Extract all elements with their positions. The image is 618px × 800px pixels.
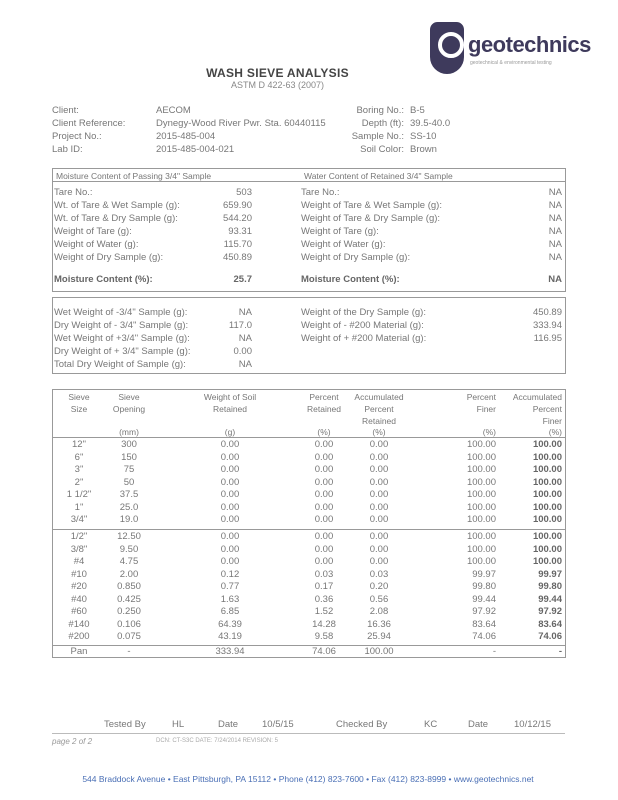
cell-accum-finer: 97.92: [538, 606, 562, 617]
cell-percent-retained: 0.00: [314, 543, 334, 555]
cell-percent-retained: 0.00: [314, 514, 334, 525]
cell-accum-finer: 83.64: [538, 618, 562, 630]
cell-sieve-size: 1/2": [70, 531, 88, 542]
passing-row-value: 450.89: [222, 252, 252, 263]
retained-row-value: NA: [548, 213, 562, 224]
weights-right-value: 450.89: [532, 307, 562, 318]
client-label: Client:: [52, 105, 79, 116]
sieve-group-divider: [52, 529, 565, 530]
cell-percent-retained: 9.58: [314, 631, 334, 642]
cell-accum-retained: 25.94: [367, 631, 391, 642]
date1-label: Date: [218, 719, 239, 730]
retained-row-label: Tare No.:: [301, 187, 340, 198]
retained-row-label: Weight of Tare & Wet Sample (g):: [301, 200, 442, 211]
cell-percent-finer: 100.00: [466, 439, 496, 450]
cell-accum-finer: 100.00: [532, 489, 562, 500]
cell-sieve-opening: 4.75: [119, 556, 139, 567]
client-ref-value: Dynegy-Wood River Pwr. Sta. 60440115: [156, 118, 326, 129]
cell-percent-finer: 100.00: [466, 489, 496, 500]
weights-left-label: Wet Weight of +3/4" Sample (g):: [54, 333, 190, 344]
weights-left-value: NA: [238, 333, 252, 344]
company-footer: 544 Braddock Avenue • East Pittsburgh, PA 15112 • Phone (412) 823-7600 • Fax (412) 823-8999 • www.geotechnics.net: [82, 774, 534, 784]
cell-sieve-size: #60: [71, 606, 87, 617]
cell-sieve-opening: 50: [123, 476, 135, 488]
cell-sieve-size: #20: [71, 581, 87, 592]
retained-row-value: NA: [548, 187, 562, 198]
tested-by-value: HL: [172, 719, 185, 730]
cell-percent-retained: 0.00: [314, 451, 334, 463]
cell-sieve-opening: 25.0: [119, 501, 139, 513]
cell-sieve-size: 1 1/2": [66, 489, 92, 500]
cell-percent-finer: 100.00: [466, 556, 496, 567]
cell-percent-retained: 0.00: [314, 464, 334, 475]
logo-tagline: geotechnical & environmental testing: [470, 60, 552, 66]
retained-row-label: Weight of Tare (g):: [301, 226, 379, 237]
passing-mc-value: 25.7: [233, 274, 252, 285]
cell-percent-retained: 0.00: [314, 556, 334, 567]
cell-weight-retained: 6.85: [220, 606, 240, 617]
cell-percent-retained: 0.03: [314, 568, 334, 580]
passing-row-value: 503: [236, 187, 252, 198]
cell-percent-finer: -: [492, 646, 496, 657]
retained-mc-value: NA: [548, 274, 562, 285]
page-number: page 2 of 2: [52, 737, 93, 746]
cell-percent-finer: 100.00: [466, 451, 496, 463]
passing-header: Moisture Content of Passing 3/4" Sample: [56, 171, 212, 181]
date2-label: Date: [468, 719, 489, 730]
cell-percent-retained: 0.00: [314, 476, 334, 488]
cell-weight-retained: 333.94: [215, 646, 245, 657]
cell-percent-finer: 100.00: [466, 501, 496, 513]
cell-weight-retained: 0.12: [220, 568, 240, 580]
cell-sieve-opening: 75: [123, 464, 135, 475]
hdr-sieve-size: Sieve Size: [68, 392, 90, 414]
depth-value: 39.5-40.0: [410, 118, 451, 129]
date2-value: 10/12/15: [514, 719, 551, 730]
retained-row-label: Weight of Water (g):: [301, 239, 386, 250]
cell-sieve-size: #4: [73, 556, 85, 567]
checked-by-label: Checked By: [336, 719, 388, 730]
unit-accum-retained: (%): [372, 427, 386, 437]
cell-percent-retained: 0.17: [314, 581, 334, 592]
cell-weight-retained: 0.00: [220, 439, 240, 450]
cell-sieve-size: 12": [72, 439, 86, 450]
depth-label: Depth (ft):: [361, 118, 404, 129]
hdr-accum-retained: Accumulated Percent Retained: [354, 392, 404, 426]
unit-opening: (mm): [119, 427, 139, 437]
weights-left-value: 0.00: [233, 346, 252, 357]
cell-accum-retained: 0.56: [369, 593, 389, 605]
cell-accum-finer: 99.44: [538, 593, 562, 605]
retained-row-value: NA: [548, 252, 562, 263]
retained-row-value: NA: [548, 239, 562, 250]
cell-percent-finer: 99.97: [472, 568, 496, 580]
passing-row-value: 544.20: [222, 213, 252, 224]
cell-weight-retained: 0.00: [220, 556, 240, 567]
cell-sieve-size: Pan: [70, 646, 88, 657]
cell-accum-retained: 100.00: [364, 646, 394, 657]
passing-row-value: 115.70: [223, 239, 252, 250]
cell-weight-retained: 0.00: [220, 531, 240, 542]
cell-accum-retained: 0.00: [369, 476, 389, 488]
cell-sieve-size: 1": [74, 501, 84, 513]
hdr-percent-retained: Percent Retained: [306, 392, 342, 414]
cell-weight-retained: 43.19: [218, 631, 242, 642]
weights-left-label: Total Dry Weight of Sample (g):: [54, 359, 186, 370]
tested-by-label: Tested By: [104, 719, 146, 730]
cell-accum-finer: 100.00: [532, 543, 562, 555]
cell-sieve-opening: 19.0: [119, 514, 139, 525]
retained-mc-label: Moisture Content (%):: [301, 274, 400, 285]
cell-weight-retained: 0.00: [220, 489, 240, 500]
cell-weight-retained: 0.00: [220, 451, 240, 463]
cell-weight-retained: 0.00: [220, 464, 240, 475]
retained-row-value: NA: [548, 226, 562, 237]
retained-header: Water Content of Retained 3/4" Sample: [304, 171, 453, 181]
cell-accum-finer: -: [558, 646, 562, 657]
sample-value: SS-10: [410, 131, 437, 142]
cell-percent-finer: 100.00: [466, 514, 496, 525]
cell-accum-finer: 100.00: [532, 531, 562, 542]
cell-accum-retained: 0.00: [369, 556, 389, 567]
cell-percent-finer: 74.06: [472, 631, 496, 642]
cell-accum-finer: 100.00: [532, 464, 562, 475]
cell-sieve-size: 2": [74, 476, 84, 488]
cell-weight-retained: 1.63: [220, 593, 240, 605]
cell-accum-finer: 99.80: [538, 581, 562, 592]
cell-percent-retained: 0.00: [314, 501, 334, 513]
passing-row-value: 659.90: [222, 200, 252, 211]
cell-sieve-size: #200: [68, 631, 90, 642]
cell-accum-retained: 0.00: [369, 464, 389, 475]
passing-row-label: Weight of Dry Sample (g):: [54, 252, 164, 263]
retained-row-label: Weight of Dry Sample (g):: [301, 252, 411, 263]
boring-value: B-5: [410, 105, 425, 116]
cell-accum-retained: 0.00: [369, 514, 389, 525]
cell-accum-retained: 0.00: [369, 501, 389, 513]
cell-sieve-opening: 12.50: [117, 531, 141, 542]
soil-color-label: Soil Color:: [360, 144, 404, 155]
cell-sieve-size: #140: [68, 618, 90, 630]
cell-sieve-size: 3": [74, 464, 84, 475]
lab-id-value: 2015-485-004-021: [156, 144, 235, 155]
cell-accum-finer: 100.00: [532, 451, 562, 463]
cell-accum-finer: 100.00: [532, 476, 562, 488]
cell-percent-finer: 100.00: [466, 531, 496, 542]
cell-percent-finer: 100.00: [466, 543, 496, 555]
cell-accum-finer: 100.00: [532, 514, 562, 525]
cell-accum-retained: 16.36: [367, 618, 391, 630]
sample-label: Sample No.:: [351, 131, 404, 142]
cell-sieve-size: 6": [74, 451, 84, 463]
cell-accum-finer: 100.00: [532, 501, 562, 513]
cell-sieve-opening: 0.250: [117, 606, 141, 617]
cell-percent-finer: 100.00: [466, 464, 496, 475]
cell-accum-retained: 0.20: [369, 581, 389, 592]
cell-sieve-opening: 150: [121, 451, 137, 463]
lab-id-label: Lab ID:: [52, 144, 83, 155]
weights-right-label: Weight of the Dry Sample (g):: [301, 307, 426, 318]
cell-percent-retained: 0.00: [314, 531, 334, 542]
unit-accum-finer: (%): [548, 427, 562, 437]
cell-weight-retained: 0.00: [220, 543, 240, 555]
weights-right-value: 116.95: [533, 333, 562, 344]
cell-sieve-size: #40: [71, 593, 87, 605]
cell-accum-retained: 0.00: [369, 451, 389, 463]
hdr-percent-finer: Percent Finer: [466, 392, 496, 414]
cell-percent-finer: 97.92: [472, 606, 496, 617]
checked-by-value: KC: [424, 719, 438, 730]
cell-accum-retained: 0.00: [369, 543, 389, 555]
cell-accum-finer: 74.06: [538, 631, 562, 642]
passing-row-label: Wt. of Tare & Wet Sample (g):: [54, 200, 180, 211]
moisture-header-divider: [52, 181, 565, 182]
project-value: 2015-485-004: [156, 131, 216, 142]
weights-right-label: Weight of + #200 Material (g):: [301, 333, 427, 344]
weights-left-value: NA: [238, 359, 252, 370]
retained-row-label: Weight of Tare & Dry Sample (g):: [301, 213, 441, 224]
weights-left-label: Wet Weight of -3/4" Sample (g):: [54, 307, 188, 318]
passing-row-label: Wt. of Tare & Dry Sample (g):: [54, 213, 178, 224]
logo-text: geotechnics: [468, 32, 591, 57]
cell-sieve-size: 3/8": [70, 543, 88, 555]
standard-reference: ASTM D 422-63 (2007): [230, 80, 325, 90]
cell-weight-retained: 64.39: [218, 618, 242, 630]
cell-sieve-opening: 0.425: [117, 593, 141, 605]
cell-sieve-size: #10: [71, 568, 87, 580]
unit-percent-retained: (%): [317, 427, 331, 437]
soil-color-value: Brown: [410, 144, 437, 155]
cell-sieve-opening: 37.5: [119, 489, 139, 500]
client-ref-label: Client Reference:: [52, 118, 126, 129]
cell-percent-finer: 100.00: [466, 476, 496, 488]
hdr-sieve-opening: Sieve Opening: [112, 392, 146, 414]
cell-accum-retained: 2.08: [369, 606, 389, 617]
cell-sieve-opening: 9.50: [119, 543, 139, 555]
cell-percent-retained: 74.06: [312, 646, 336, 657]
cell-accum-retained: 0.00: [369, 531, 389, 542]
cell-weight-retained: 0.00: [220, 514, 240, 525]
cell-weight-retained: 0.00: [220, 501, 240, 513]
cell-accum-finer: 99.97: [538, 568, 562, 580]
cell-percent-retained: 0.00: [314, 439, 334, 450]
weights-right-label: Weight of - #200 Material (g):: [301, 320, 424, 331]
cell-accum-retained: 0.03: [369, 568, 389, 580]
passing-row-label: Tare No.:: [54, 187, 93, 198]
cell-percent-retained: 0.00: [314, 489, 334, 500]
signoff-divider: [52, 733, 565, 734]
cell-percent-retained: 0.36: [314, 593, 334, 605]
cell-sieve-opening: 0.106: [117, 618, 141, 630]
hdr-weight-retained: Weight of Soil Retained: [203, 392, 257, 414]
cell-percent-finer: 99.44: [472, 593, 496, 605]
passing-mc-label: Moisture Content (%):: [54, 274, 153, 285]
cell-accum-finer: 100.00: [532, 439, 562, 450]
cell-sieve-opening: 0.850: [117, 581, 141, 592]
cell-percent-retained: 14.28: [312, 618, 336, 630]
cell-weight-retained: 0.77: [220, 581, 240, 592]
weights-left-label: Dry Weight of + 3/4" Sample (g):: [54, 346, 191, 357]
date1-value: 10/5/15: [262, 719, 294, 730]
hdr-accum-finer: Accumulated Percent Finer: [512, 392, 562, 426]
cell-accum-finer: 100.00: [532, 556, 562, 567]
cell-sieve-opening: 300: [121, 439, 137, 450]
sieve-header-divider: [52, 437, 565, 438]
weights-left-value: 117.0: [228, 320, 252, 331]
cell-accum-retained: 0.00: [369, 489, 389, 500]
cell-weight-retained: 0.00: [220, 476, 240, 488]
weights-left-value: NA: [238, 307, 252, 318]
cell-accum-retained: 0.00: [369, 439, 389, 450]
retained-row-value: NA: [548, 200, 562, 211]
boring-label: Boring No.:: [356, 105, 404, 116]
passing-row-value: 93.31: [228, 226, 252, 237]
cell-percent-finer: 99.80: [472, 581, 496, 592]
unit-percent-finer: (%): [482, 427, 496, 437]
unit-weight: (g): [224, 427, 236, 437]
page-title: WASH SIEVE ANALYSIS: [206, 66, 349, 80]
cell-sieve-opening: -: [127, 646, 131, 657]
cell-sieve-size: 3/4": [70, 514, 88, 525]
weights-right-value: 333.94: [532, 320, 562, 331]
cell-percent-finer: 83.64: [472, 618, 496, 630]
document-reference: DCN: CT-S3C DATE: 7/24/2014 REVISION: 5: [156, 738, 278, 744]
cell-sieve-opening: 2.00: [119, 568, 139, 580]
passing-row-label: Weight of Tare (g):: [54, 226, 132, 237]
project-label: Project No.:: [52, 131, 102, 142]
weights-left-label: Dry Weight of - 3/4" Sample (g):: [54, 320, 189, 331]
passing-row-label: Weight of Water (g):: [54, 239, 139, 250]
cell-sieve-opening: 0.075: [117, 631, 141, 642]
client-value: AECOM: [156, 105, 191, 116]
cell-percent-retained: 1.52: [314, 606, 334, 617]
